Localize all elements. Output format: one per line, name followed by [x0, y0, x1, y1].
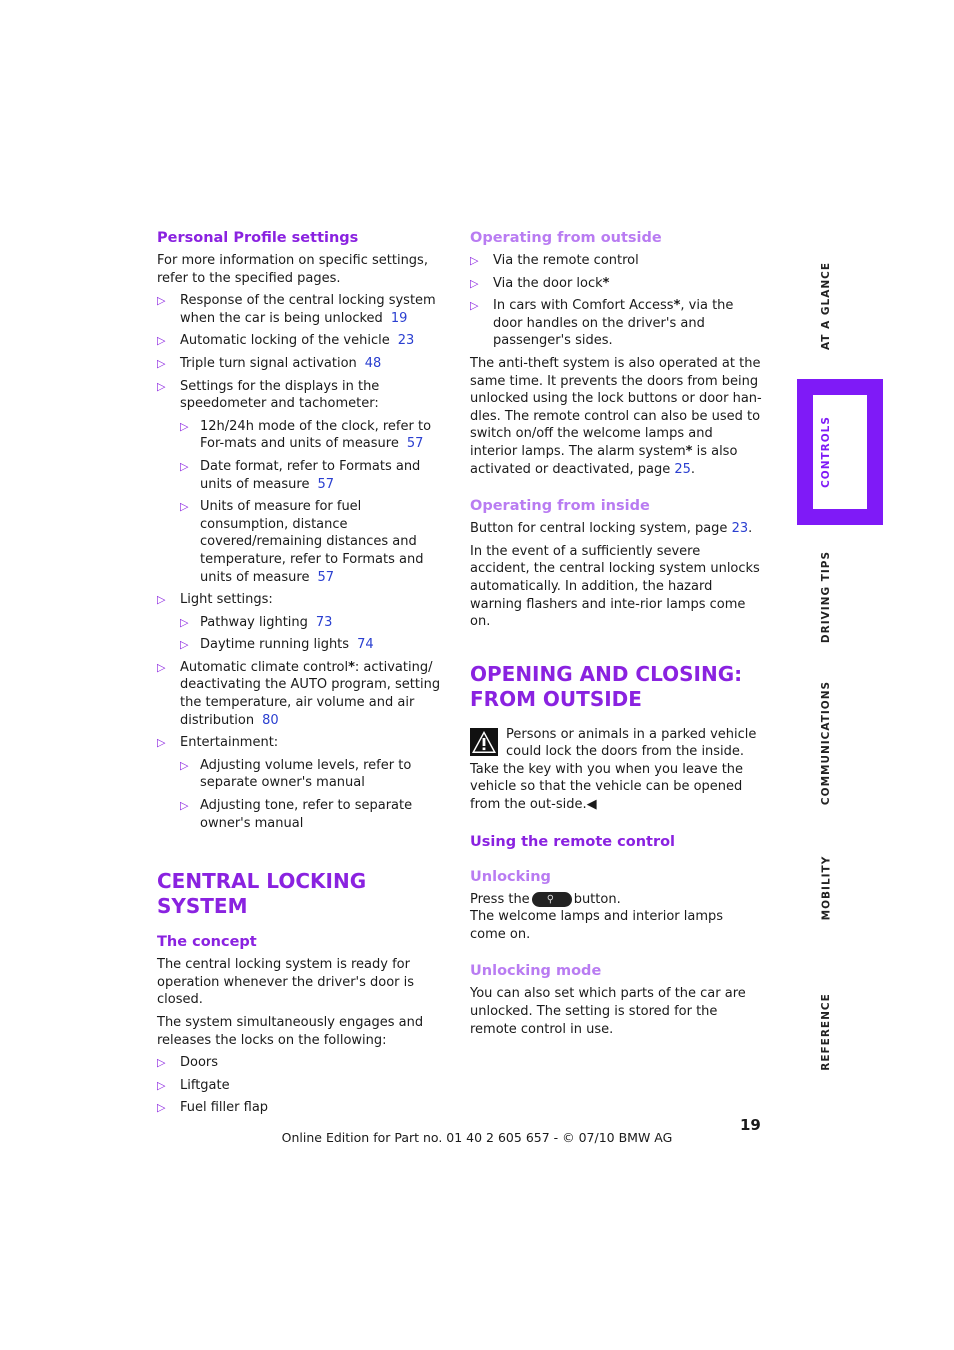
unlocking-mode-heading: Unlocking mode [470, 963, 602, 980]
inside-paragraph: In the event of a sufficiently severe accident, the central locking system unlocks automatically. In addition, the hazard warning flashers and inte-rior lamps come on. [470, 543, 760, 630]
triangle-bullet-icon: ▷ [180, 459, 189, 473]
triangle-bullet-icon: ▷ [470, 276, 479, 290]
tab-driving-tips[interactable]: DRIVING TIPS [820, 550, 833, 644]
triangle-bullet-icon: ▷ [157, 334, 166, 348]
triangle-bullet-icon: ▷ [157, 1078, 166, 1092]
concept-paragraph: The central locking system is ready for operation whenever the driver's door is closed. [157, 957, 415, 1008]
entertainment-sublist [180, 757, 447, 832]
page-link[interactable]: 23 [731, 521, 749, 537]
tab-controls[interactable]: CONTROLS [820, 416, 833, 488]
triangle-bullet-icon: ▷ [180, 419, 189, 433]
antitheft-paragraph: The anti-theft system is also operated at the same time. It prevents the doors from being unlocked using the lock buttons or door han-dles. The remote control can also be used to switch on/off the welcome lamps and interior lamps. The alarm system* is also activated or deactivated, page 25. [470, 355, 762, 477]
warning-text: Persons or animals in a parked vehicle could lock the doors from the inside. Take the key with you when you leave the vehicle so that the vehicle can be opened from the out-side.◀ [470, 726, 757, 813]
list-item: ▷ Pathway lighting 73 [180, 614, 333, 630]
list-item: ▷ Fuel filler flap [157, 1100, 269, 1116]
warning-notice [470, 726, 762, 814]
triangle-bullet-icon: ▷ [180, 500, 189, 514]
page-link[interactable]: 74 [357, 637, 374, 653]
triangle-bullet-icon: ▷ [157, 660, 166, 674]
warning-triangle-icon [470, 728, 498, 756]
page-link[interactable]: 57 [317, 476, 334, 492]
triangle-bullet-icon: ▷ [180, 758, 189, 772]
list-item: ▷ Units of measure for fuel consumption, distance covered/remaining distances and temperature, refer to Formats and units of measure 57 [180, 499, 424, 585]
footer-text: Online Edition for Part no. 01 40 2 605 657 - © 07/10 BMW AG [281, 1130, 673, 1145]
list-item: ▷ Automatic climate control*: activating/ deactivating the AUTO program, setting the temperature, air volume and air distribution 80 [157, 659, 441, 728]
list-item: ▷ Automatic locking of the vehicle 23 [157, 333, 415, 349]
unlocking-paragraph: The welcome lamps and interior lamps come on. [470, 909, 724, 942]
page-link[interactable]: 57 [317, 569, 334, 585]
list-item: ▷ Date format, refer to Formats and units of measure 57 [180, 458, 421, 492]
end-mark-icon: ◀ [586, 797, 597, 813]
profile-list [157, 292, 447, 832]
inside-heading: Operating from inside [470, 498, 650, 515]
list-item: ▷ Settings for the displays in the speedometer and tachometer: ▷ 12h/24h mode of the clock, refer to For-mats and units of measure 57 ▷ Date format, refer to Formats and units of measure 57 ▷ Units of measure for fuel consumption, distance covered/remaining distances and temperature, refer to Formats and units of measure 57 [157, 378, 447, 587]
triangle-bullet-icon: ▷ [180, 615, 189, 629]
concept-list [157, 1054, 447, 1117]
tab-at-a-glance[interactable]: AT A GLANCE [820, 261, 833, 351]
option-star: * [685, 443, 693, 459]
list-item: ▷ Doors [157, 1055, 219, 1071]
list-item: ▷ Light settings: ▷ Pathway lighting 73 ▷ Daytime running lights 74 [157, 591, 447, 654]
right-column [470, 229, 762, 1043]
page-link[interactable]: 80 [262, 712, 279, 728]
unlocking-heading: Unlocking [470, 868, 551, 885]
list-item: ▷ Via the remote control [470, 253, 639, 268]
page-link[interactable]: 23 [397, 333, 415, 349]
inside-paragraph: Button for central locking system, page 23. [470, 521, 753, 537]
triangle-bullet-icon: ▷ [157, 593, 166, 607]
page-link[interactable]: 73 [315, 614, 333, 630]
list-item: ▷ Triple turn signal activation 48 [157, 355, 382, 371]
left-column [157, 229, 447, 1122]
list-item: ▷ Entertainment: ▷ Adjusting volume levels, refer to separate owner's manual ▷ Adjusting tone, refer to separate owner's manual [157, 734, 447, 832]
outside-heading: Operating from outside [470, 230, 662, 246]
list-item: ▷ Liftgate [157, 1077, 230, 1093]
unlocking-mode-paragraph: You can also set which parts of the car are unlocked. The setting is stored for the remote control in use. [470, 986, 746, 1037]
tab-mobility[interactable]: MOBILITY [820, 855, 832, 921]
list-item: ▷ 12h/24h mode of the clock, refer to For-mats and units of measure 57 [180, 418, 432, 452]
triangle-bullet-icon: ▷ [157, 1056, 166, 1070]
option-star: * [673, 298, 681, 314]
unlocking-paragraph: Press the ⚲ button. [470, 891, 621, 907]
tab-reference[interactable]: REFERENCE [820, 993, 832, 1071]
profile-intro: For more information on specific settings, refer to the specified pages. [157, 253, 428, 286]
list-item: ▷ Daytime running lights 74 [180, 637, 374, 653]
triangle-bullet-icon: ▷ [180, 638, 189, 652]
page-link[interactable]: 57 [406, 436, 424, 452]
profile-heading: Personal Profile settings [157, 230, 359, 246]
page-link[interactable]: 25 [674, 461, 691, 477]
triangle-bullet-icon: ▷ [157, 736, 166, 750]
concept-heading: The concept [157, 934, 257, 951]
list-item: ▷ In cars with Comfort Access*, via the door handles on the driver's and passenger's sides. [470, 298, 734, 349]
outside-list [470, 252, 762, 350]
triangle-bullet-icon: ▷ [157, 379, 166, 393]
triangle-bullet-icon: ▷ [180, 799, 189, 813]
speedo-sublist [180, 418, 447, 586]
list-item: ▷ Adjusting tone, refer to separate owner's manual [180, 798, 413, 831]
triangle-bullet-icon: ▷ [157, 1101, 166, 1115]
section-heading-opening-closing: OPENING AND CLOSING: FROM OUTSIDE [470, 661, 743, 711]
tab-communications[interactable]: COMMUNICATIONS [820, 680, 832, 806]
remote-unlock-button-icon: ⚲ [532, 892, 572, 907]
page-number: 19 [740, 1116, 761, 1134]
triangle-bullet-icon: ▷ [470, 299, 479, 313]
triangle-bullet-icon: ▷ [157, 356, 166, 370]
page-link[interactable]: 19 [390, 310, 408, 326]
triangle-bullet-icon: ▷ [470, 254, 479, 267]
list-item: ▷ Response of the central locking system when the car is being unlocked 19 [157, 293, 436, 326]
triangle-bullet-icon: ▷ [157, 294, 166, 308]
list-item: ▷ Via the door lock* [470, 275, 610, 291]
option-star: * [602, 275, 610, 291]
light-sublist [180, 614, 447, 654]
list-item: ▷ Adjusting volume levels, refer to separate owner's manual [180, 757, 412, 791]
section-heading-central-locking: CENTRAL LOCKING SYSTEM [157, 869, 367, 919]
concept-paragraph: The system simultaneously engages and releases the locks on the following: [157, 1015, 424, 1048]
page-link[interactable]: 48 [364, 355, 382, 371]
remote-heading: Using the remote control [470, 833, 676, 850]
option-star: * [348, 659, 355, 675]
